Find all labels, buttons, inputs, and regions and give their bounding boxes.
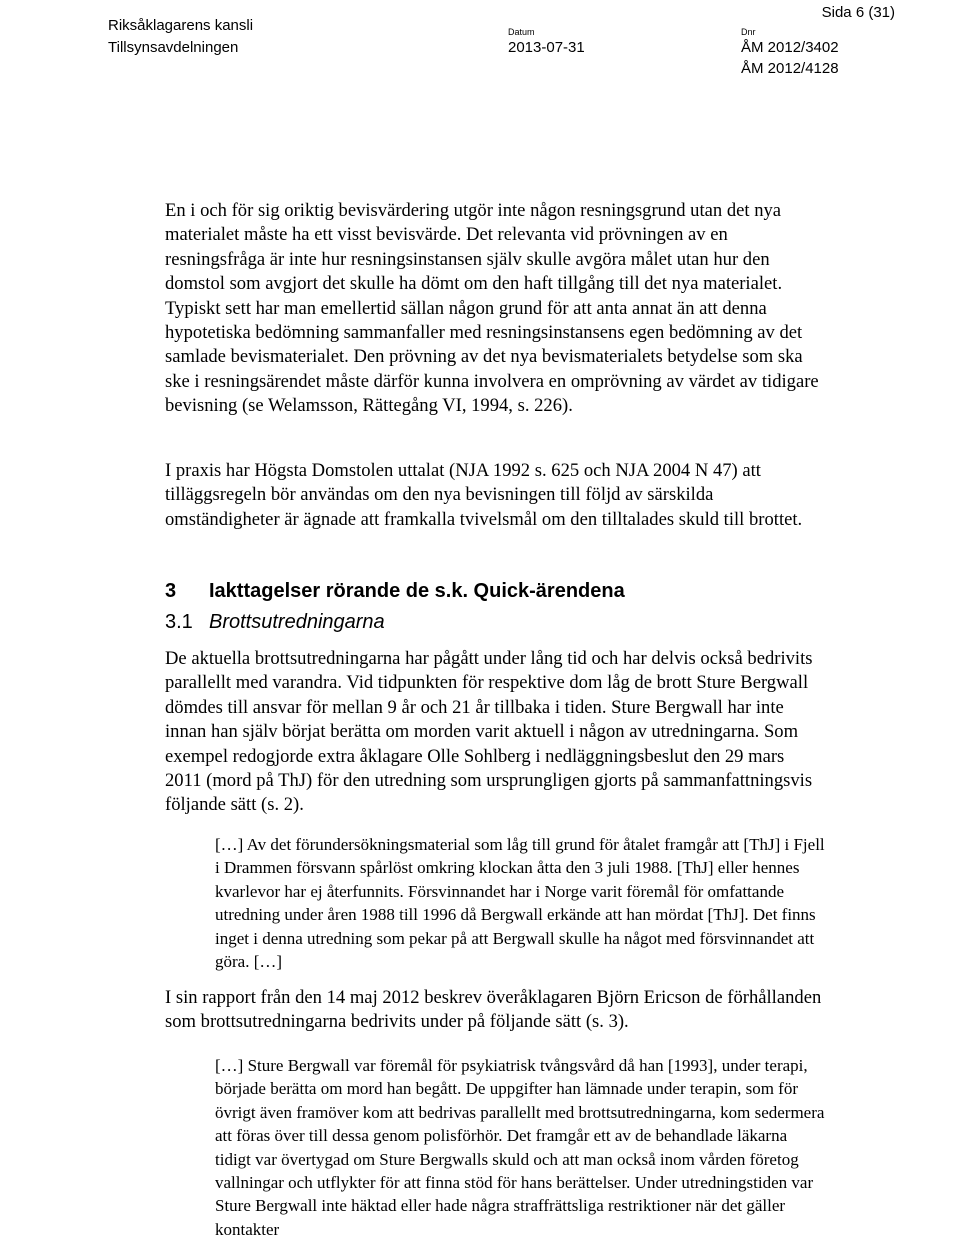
paragraph-ericson-report: I sin rapport från den 14 maj 2012 beskrev överåklagaren Björn Ericson de förhållanden som brottsutredningarna bedrivits under på följande sätt (s. 3). [165, 987, 822, 1033]
subsection-heading [165, 609, 385, 635]
subsection-title: Brottsutredningarna [209, 611, 385, 633]
organization-name: Riksåklagarens kansli [108, 17, 254, 34]
dnr-label: Dnr [741, 27, 756, 37]
block-quote-ericson: […] Sture Bergwall var föremål för psykiatrisk tvångsvård då han [1993], under terapi, började berätta om mord han begått. De uppgifter han lämnade under terapin, som för övrigt även framöver kom att bedrivas parallellt med brottsutredningarna, kom sedermera att föras över till dessa genom polisförhör. Det framgår ett av de behandlade läkarna tidigt var övertygad om Sture Bergwalls skuld och att man också inom vården företog vallningar och utflykter för att finna stöd för hans berättelser. Under utredningstiden var Sture Bergwall inte häktad eller hade några straffrättsliga restriktioner när det gäller kontakter [215, 1056, 825, 1239]
paragraph-evidence-assessment: En i och för sig oriktig bevisvärdering utgör inte någon resningsgrund utan det nya materialet måste ha ett visst bevisvärde. Det relevanta vid prövningen av en resningsfråga är inte hur resningsinstansen själv skulle avgöra målet utan hur den domstol som avgjort det skulle ha dömt om den haft tillgång till det nya materialet. Typiskt sett har man emellertid sällan någon grund för att anta annat än att denna hypotetiska bedömning sammanfaller med resningsinstansens egen bedömning av det samlade bevismaterialet. Den prövning av det nya bevismaterialets betydelse som ska ske i resningsärendet måste därför kunna involvera en omprövning av värdet av tidigare bevisning (se Welamsson, Rättegång VI, 1994, s. 226). [165, 200, 819, 417]
section-number: 3 [165, 580, 177, 602]
dnr-number-2: ÅM 2012/4128 [741, 60, 839, 77]
section-heading [165, 578, 625, 604]
section-title: Iakttagelser rörande de s.k. Quick-ärendena [209, 580, 625, 602]
date-label: Datum [508, 27, 535, 37]
document-date: 2013-07-31 [508, 39, 585, 56]
paragraph-case-law: I praxis har Högsta Domstolen uttalat (NJA 1992 s. 625 och NJA 2004 N 47) att tilläggsregeln bör användas om den nya bevisningen till följd av särskilda omständigheter är ägnade att framkalla tvivelsmål om den tilltalades skuld till brottet. [165, 460, 803, 530]
page-number: Sida 6 (31) [821, 4, 895, 21]
dnr-number-1: ÅM 2012/3402 [741, 39, 839, 56]
unit-name: Tillsynsavdelningen [108, 39, 239, 56]
block-quote-sohlberg: […] Av det förundersökningsmaterial som låg till grund för åtalet framgår att [ThJ] i Fjell i Drammen försvann spårlöst omkring klockan åtta den 3 juli 1988. [ThJ] eller hennes kvarlevor har ej återfunnits. Försvinnandet har i Norge varit föremål för omfattande utredning under åren 1988 till 1996 då Bergwall erkände att han mördat [ThJ]. Det finns inget i denna utredning som pekar på att Bergwall skulle ha något med försvinnandet att göra. […] [215, 835, 825, 972]
paragraph-investigations: De aktuella brottsutredningarna har pågått under lång tid och har delvis också bedrivits parallellt med varandra. Vid tidpunkten för respektive dom låg de brott Sture Bergwall dömdes till ansvar för mellan 9 år och 21 år tillbaka i tiden. Sture Bergwall har inte innan han själv börjat berätta om morden varit aktuell i någon av utredningarna. Som exempel redogjorde extra åklagare Olle Sohlberg i nedläggningsbeslut den 29 mars 2011 (mord på ThJ) för den utredning som ursprungligen gjorts på sammanfattningsvis följande sätt (s. 2). [165, 648, 813, 816]
subsection-number: 3.1 [165, 611, 193, 633]
